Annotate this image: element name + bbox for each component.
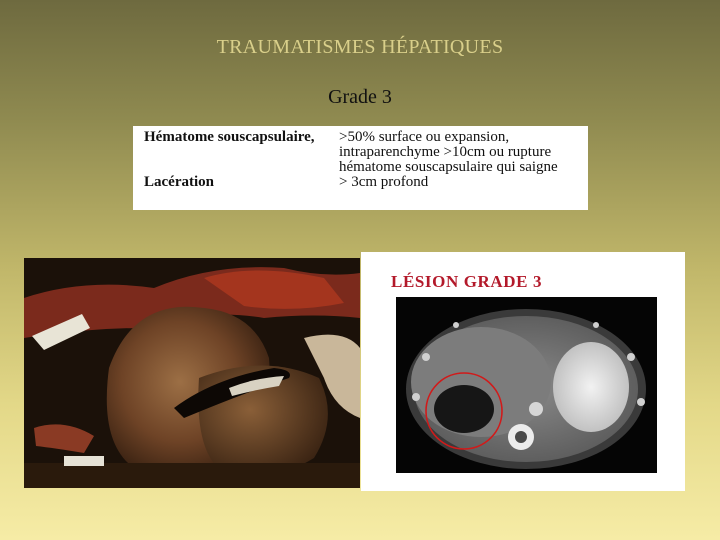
ct-heading: LÉSION GRADE 3 [391,272,543,291]
row-description: >50% surface ou expansion, intraparenchyme >10cm ou rupture hématome souscapsulaire qui saigne [339,129,558,175]
ct-scan-panel [361,252,685,491]
row-description: > 3cm profond [339,174,429,190]
table-row-laceration [144,175,580,190]
row-label: Lacération [144,174,214,190]
grade-definition-table [133,126,588,210]
ct-scan-image [396,297,657,473]
slide-title: TRAUMATISMES HÉPATIQUES [216,36,504,58]
slide-subtitle: Grade 3 [328,86,392,108]
liver-photo-illustration [24,258,360,488]
surgical-liver-photo [24,258,360,488]
row-label: Hématome souscapsulaire, [144,129,315,145]
table-row-hematome [144,130,580,175]
ct-scan-illustration [396,297,657,473]
